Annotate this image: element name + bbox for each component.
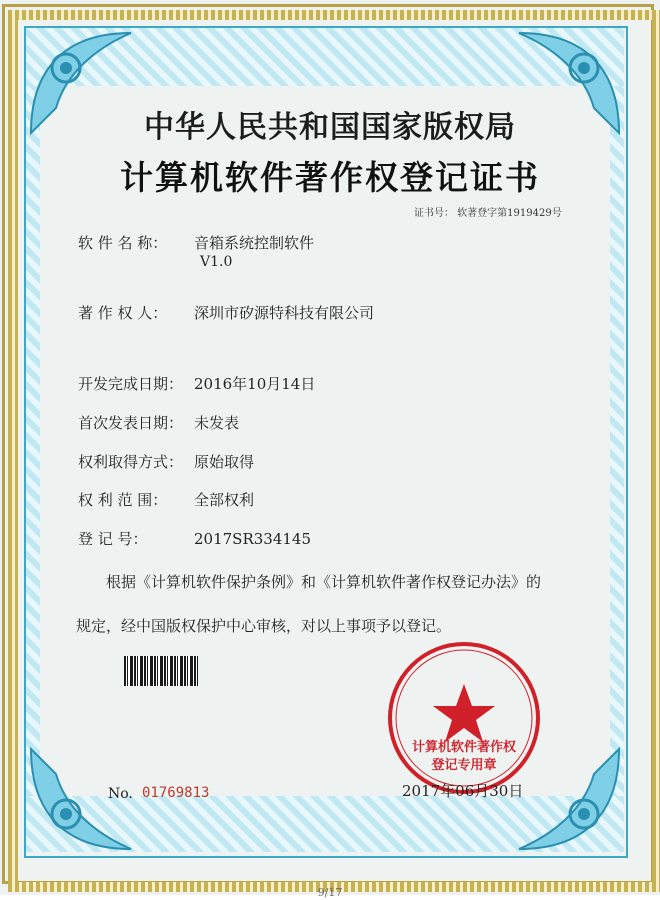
serial-label: No. (108, 786, 133, 802)
field-label: 登 记 号： (78, 530, 148, 548)
certificate-number: 证书号： 软著登字第1919429号 (414, 208, 562, 219)
field-label: 首次发表日期： (78, 414, 184, 432)
qr-barcode (124, 656, 198, 686)
field-completion-date (78, 373, 315, 394)
field-first-publication (78, 412, 239, 433)
field-rights-scope (78, 489, 254, 510)
field-software-name (78, 232, 314, 253)
field-value: 2016年10月14日 (194, 375, 316, 393)
field-value: 原始取得 (194, 453, 255, 471)
field-label: 权利取得方式： (78, 453, 184, 471)
certificate-title: 计算机软件著作权登记证书 (120, 158, 540, 197)
field-value: 全部权利 (194, 491, 255, 509)
issuer-title: 中华人民共和国国家版权局 (144, 110, 516, 145)
field-value: 音箱系统控制软件 (194, 234, 315, 252)
seal-text-line-2: 登记专用章 (431, 758, 497, 773)
field-label: 著 作 权 人： (78, 304, 168, 322)
field-value: 深圳市矽源特科技有限公司 (194, 304, 375, 322)
page-number: 9/17 (317, 886, 343, 899)
statement-line-2: 规定，经中国版权保护中心审核，对以上事项予以登记。 (76, 617, 452, 635)
seal-text-line-1: 计算机软件著作权 (411, 740, 516, 755)
serial-number: 01769813 (142, 785, 210, 801)
issue-date: 2017年06月30日 (402, 782, 524, 800)
statement-line-1: 根据《计算机软件保护条例》和《计算机软件著作权登记办法》的 (106, 573, 542, 591)
field-acquisition-method (78, 451, 254, 472)
field-value: 未发表 (194, 414, 240, 432)
field-registration-number (78, 528, 311, 549)
field-label: 权 利 范 围： (78, 491, 168, 509)
field-label: 软 件 名 称： (78, 234, 168, 252)
field-label: 开发完成日期： (78, 375, 184, 393)
software-version: V1.0 (200, 254, 233, 270)
field-value: 2017SR334145 (194, 530, 312, 548)
field-copyright-owner (78, 302, 374, 323)
